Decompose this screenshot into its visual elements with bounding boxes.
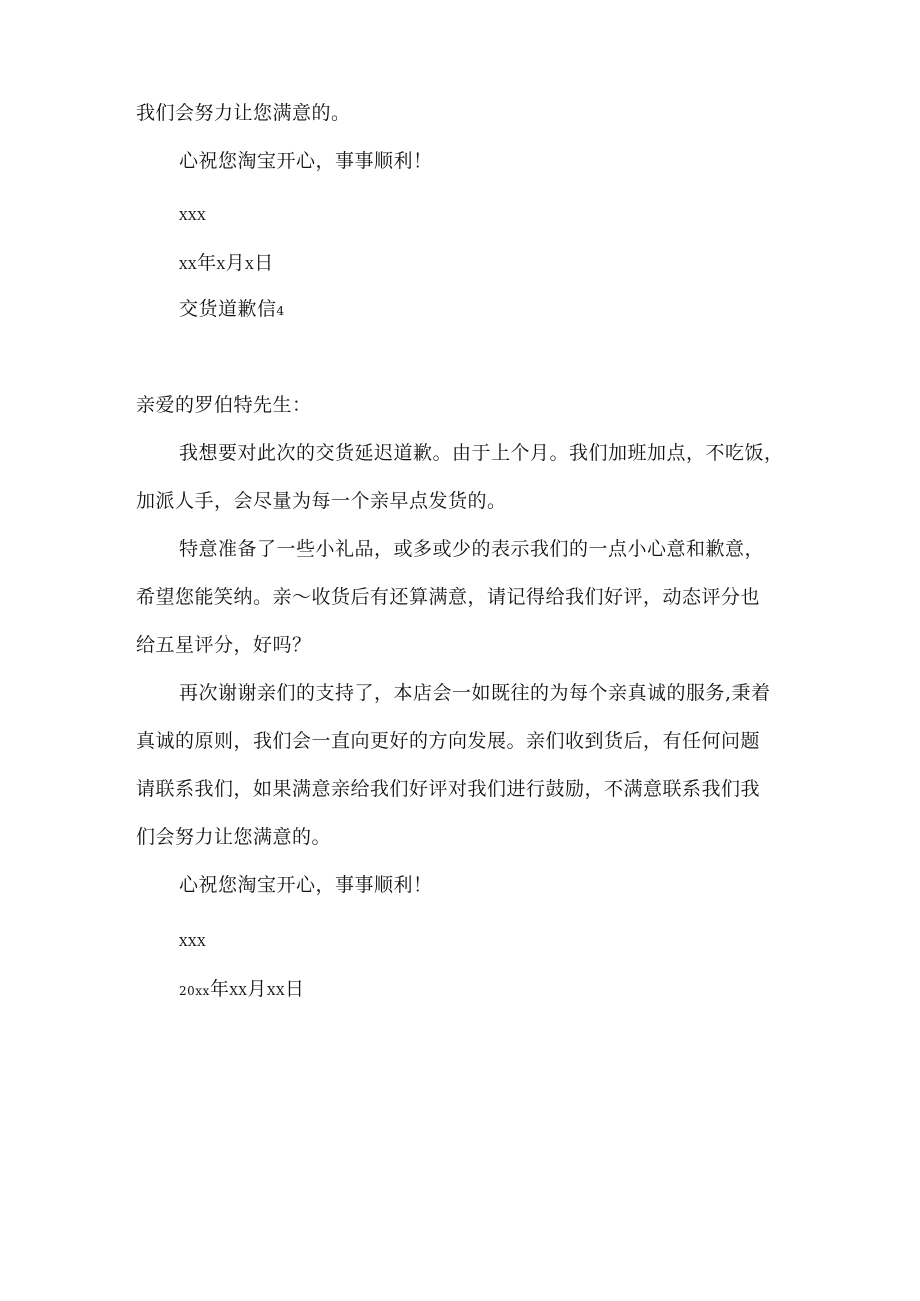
- letter-title-number: 4: [276, 304, 285, 318]
- date-year-char: 年: [209, 978, 230, 1000]
- prev-letter-signature: XXX: [179, 209, 207, 223]
- paragraph-2-line-3: 给五星评分，好吗？: [136, 634, 312, 656]
- date-month-char: 月: [247, 978, 267, 1000]
- date-year-char: 年: [197, 252, 217, 274]
- date-day-char: 日: [254, 252, 274, 274]
- prev-letter-tail-line: 我们会努力让您满意的。: [136, 102, 351, 124]
- date-month-num: X: [216, 258, 226, 272]
- letter-title-text: 交货道歉信: [179, 298, 277, 320]
- date-prefix: XX: [179, 258, 198, 272]
- letter-title: [179, 297, 285, 323]
- prev-letter-date: [179, 251, 274, 277]
- salutation: 亲爱的罗伯特先生：: [136, 394, 312, 416]
- paragraph-3-line-1: 再次谢谢亲们的支持了，本店会一如既往的为每个亲真诚的服务,秉着: [179, 682, 771, 704]
- date-month-num: XX: [229, 984, 248, 998]
- signature: XXX: [179, 935, 207, 949]
- paragraph-2-line-2: 希望您能笑纳。亲～收货后有还算满意，请记得给我们好评，动态评分也: [136, 586, 761, 608]
- letter-date: [179, 977, 305, 1003]
- paragraph-1-line-2: 加派人手，会尽量为每一个亲早点发货的。: [136, 490, 507, 512]
- paragraph-3-line-2: 真诚的原则，我们会一直向更好的方向发展。亲们收到货后，有任何问题: [136, 730, 761, 752]
- date-month-char: 月: [225, 252, 246, 274]
- paragraph-3-line-3: 请联系我们，如果满意亲给我们好评对我们进行鼓励，不满意联系我们我: [136, 778, 761, 800]
- date-prefix: 20xx: [179, 984, 210, 998]
- paragraph-3-line-4: 们会努力让您满意的。: [136, 826, 332, 848]
- prev-letter-closing: 心祝您淘宝开心，事事顺利！: [179, 150, 433, 172]
- paragraph-1-line-1: 我想要对此次的交货延迟道歉。由于上个月。我们加班加点，不吃饭，: [179, 442, 784, 464]
- closing: 心祝您淘宝开心，事事顺利！: [179, 874, 433, 896]
- date-day-num: X: [245, 258, 255, 272]
- date-day-num: XX: [266, 984, 286, 998]
- paragraph-2-line-1: 特意准备了一些小礼品，或多或少的表示我们的一点小心意和歉意，: [179, 538, 765, 560]
- date-day-char: 日: [285, 978, 305, 1000]
